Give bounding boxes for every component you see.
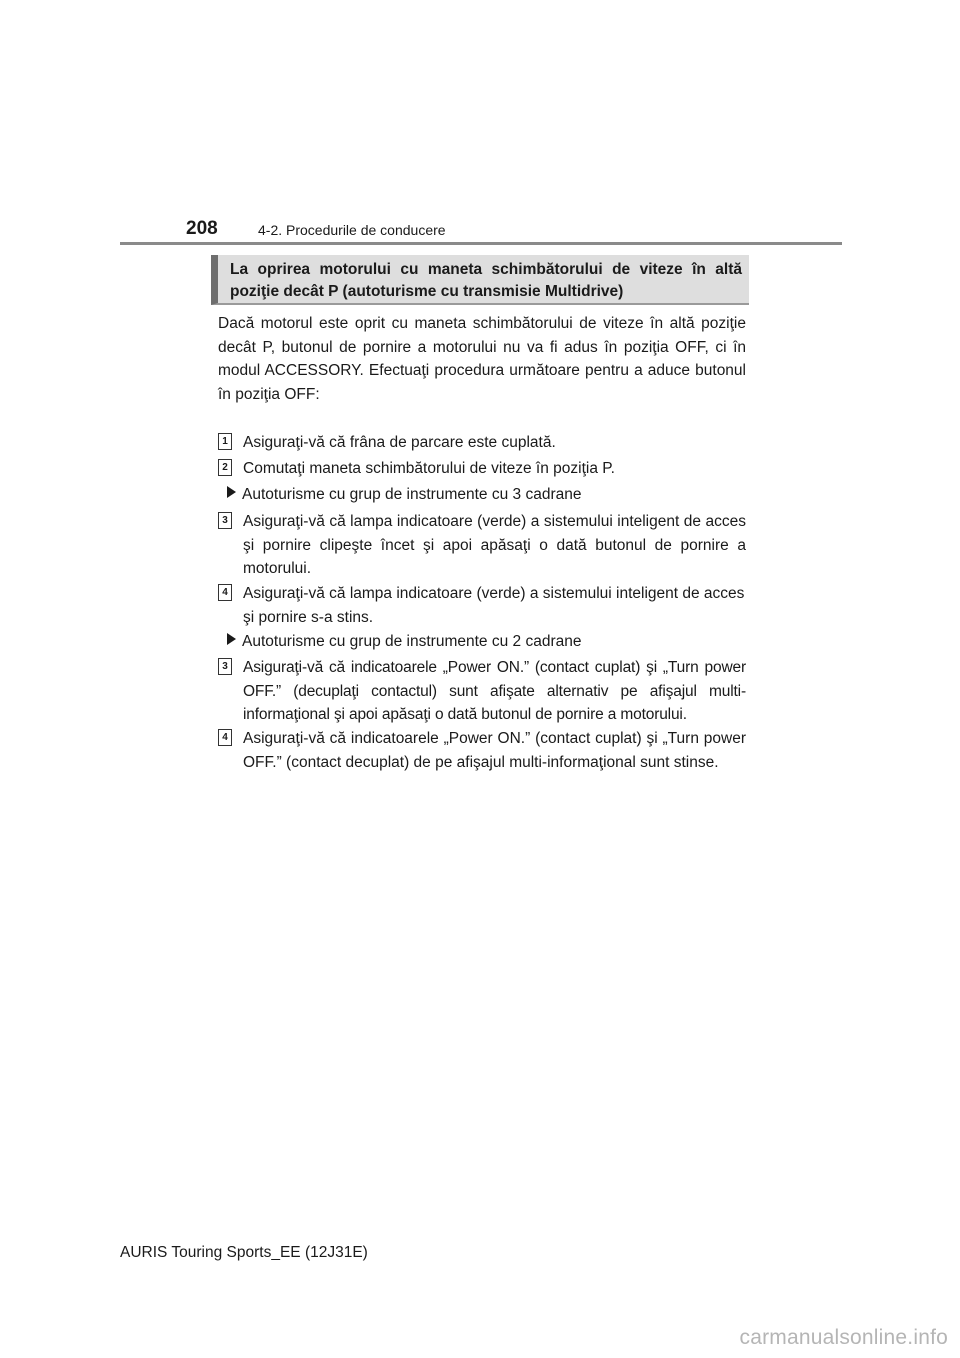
- heading-line-2: poziţie decât P (autoturisme cu transmisie Multidrive): [230, 283, 624, 300]
- step-4a: [218, 582, 746, 629]
- step-number-badge: 3: [218, 658, 232, 675]
- condition-text: Autoturisme cu grup de instrumente cu 3 cadrane: [242, 486, 582, 503]
- condition-2-dials: [227, 630, 747, 654]
- watermark: carmanualsonline.info: [739, 1326, 948, 1349]
- intro-paragraph: Dacă motorul este oprit cu maneta schimbătorului de viteze în altă poziţie decât P, butonul de pornire a motorului nu va fi adus în poziţia OFF, ci în modul ACCESSORY. Efectuaţi procedura următoare pentru a aduce butonul în poziţia OFF:: [218, 315, 746, 403]
- step-number-badge: 4: [218, 729, 232, 746]
- heading-line-1: La oprirea motorului cu maneta schimbătorului de viteze în altă: [230, 261, 742, 278]
- step-number-badge: 3: [218, 512, 232, 529]
- heading-box: [211, 255, 749, 305]
- footer-model: AURIS Touring Sports_EE (12J31E): [120, 1244, 368, 1261]
- step-number-badge: 1: [218, 433, 232, 450]
- condition-3-dials: [227, 483, 747, 507]
- triangle-arrow-icon: [227, 633, 236, 645]
- step-text: Asiguraţi-vă că lampa indicatoare (verde) a sistemului inteligent de acces şi pornire s-a stins.: [243, 585, 745, 626]
- step-3b: [218, 656, 746, 727]
- header-rule: [120, 242, 842, 245]
- step-text: Asiguraţi-vă că frâna de parcare este cuplată.: [243, 434, 556, 451]
- step-text: Asiguraţi-vă că lampa indicatoare (verde) a sistemului inteligent de acces şi pornire clipeşte încet şi apoi apăsaţi o dată butonul de pornire a motorului.: [243, 513, 746, 577]
- step-text: Comutaţi maneta schimbătorului de viteze în poziţia P.: [243, 460, 615, 477]
- step-3a: [218, 510, 746, 581]
- triangle-arrow-icon: [227, 486, 236, 498]
- step-4b: [218, 727, 746, 774]
- step-number-badge: 4: [218, 584, 232, 601]
- section-title: 4-2. Procedurile de conducere: [258, 222, 446, 238]
- heading-text: [230, 259, 742, 303]
- condition-text: Autoturisme cu grup de instrumente cu 2 cadrane: [242, 633, 582, 650]
- step-text: Asiguraţi-vă că indicatoarele „Power ON.” (contact cuplat) şi „Turn power OFF.” (decuplaţi contactul) sunt afişate alternativ pe afişajul multi-informaţional şi apoi apăsaţi o dată butonul de pornire a motorului.: [243, 659, 746, 723]
- step-number-badge: 2: [218, 459, 232, 476]
- step-text: Asiguraţi-vă că indicatoarele „Power ON.” (contact cuplat) şi „Turn power OFF.” (contact decuplat) de pe afişajul multi-informaţional sunt stinse.: [243, 730, 746, 771]
- page-number: 208: [186, 218, 218, 239]
- step-2: [218, 457, 746, 481]
- step-1: [218, 431, 746, 455]
